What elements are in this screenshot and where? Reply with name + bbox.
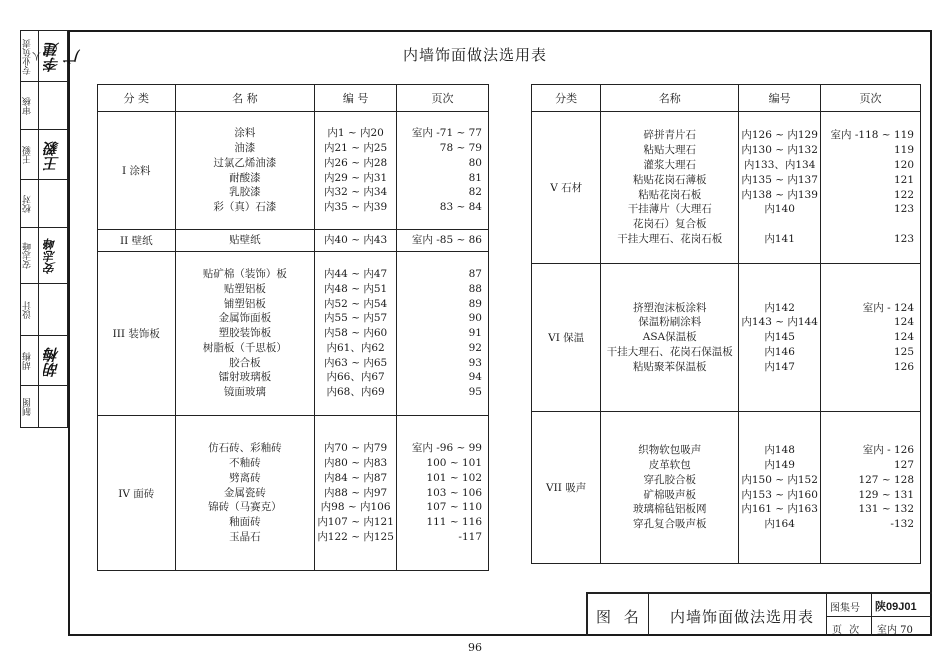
page-cell-line: 81 xyxy=(468,171,482,184)
page-cell-line: 124 xyxy=(893,316,914,329)
code-cell-line: 内61、内62 xyxy=(326,341,385,354)
page-cell-line: 127 xyxy=(893,458,914,471)
code-cell-line: 内150 ~ 内152 xyxy=(741,473,818,486)
name-cell-line: 金属瓷砖 xyxy=(223,486,266,499)
name-cell-line: 树脂板（千思板） xyxy=(202,341,287,354)
page-cell-line: 89 xyxy=(468,297,482,310)
page-cell xyxy=(821,264,921,412)
title-block xyxy=(586,592,932,636)
code-cell-line: 内68、内69 xyxy=(326,386,385,399)
page-cell-line: -132 xyxy=(890,518,914,531)
category-cell: I 涂料 xyxy=(98,112,176,230)
page-cell-line: 123 xyxy=(893,232,914,245)
signoff-signature: 王毅 xyxy=(43,141,61,171)
name-cell-line: 塑胶装饰板 xyxy=(218,327,272,340)
signoff-signature: 胡梅 xyxy=(43,347,61,377)
page-cell-line: 101 ~ 102 xyxy=(426,471,482,484)
code-cell-line: 内1 ~ 内20 xyxy=(327,127,384,140)
signoff-row xyxy=(21,335,67,386)
name-cell-line: 镜面玻璃 xyxy=(223,386,266,399)
code-cell-line: 内148 xyxy=(764,444,795,457)
name-cell-line: ASA保温板 xyxy=(642,331,697,344)
code-cell-line: 内126 ~ 内129 xyxy=(741,129,818,142)
category-group-row xyxy=(532,112,921,264)
page-title: 内墙饰面做法选用表 xyxy=(402,46,547,64)
signoff-signature: 安志峰 xyxy=(43,238,57,274)
header-name: 名 称 xyxy=(175,85,315,112)
header-name: 名称 xyxy=(601,85,739,112)
signoff-row xyxy=(21,283,67,336)
page-cell-line: 80 xyxy=(468,156,482,169)
name-cell-line: 玉晶石 xyxy=(229,530,261,543)
page-cell-line: 119 xyxy=(893,144,914,157)
signoff-signature: 李建广 xyxy=(43,42,82,72)
code-cell-line xyxy=(739,217,820,232)
name-cell-line: 不釉砖 xyxy=(229,457,261,469)
name-cell-line: 粘贴聚苯保温板 xyxy=(632,360,707,373)
left-selection-table xyxy=(97,84,489,571)
signoff-strip xyxy=(20,30,82,428)
name-cell-line: 干挂大理石、花岗石保温板 xyxy=(606,345,733,358)
code-cell-line: 内84 ~ 内87 xyxy=(324,471,388,484)
name-cell-line: 粘贴大理石 xyxy=(643,144,696,157)
category-cell: V 石材 xyxy=(532,112,601,264)
code-cell-line: 内135 ~ 内137 xyxy=(741,173,818,186)
name-cell-line: 彩（真）石漆 xyxy=(213,201,277,214)
code-cell-line: 内88 ~ 内97 xyxy=(324,486,388,499)
category-cell: VI 保温 xyxy=(532,264,601,412)
page-cell-line: 室内 -71 ~ 77 xyxy=(411,127,482,140)
name-cell-line: 灌浆大理石 xyxy=(643,158,696,171)
category-cell: IV 面砖 xyxy=(98,416,176,571)
page-cell-line: 123 xyxy=(893,203,914,216)
signoff-row xyxy=(21,129,67,180)
signoff-row xyxy=(21,179,67,228)
name-cell-line: 镭射玻璃板 xyxy=(218,371,272,384)
name-cell xyxy=(601,112,739,264)
name-cell-line: 乳胶漆 xyxy=(229,186,261,199)
page-cell-line: 室内 -118 ~ 119 xyxy=(830,129,914,142)
code-cell-line: 内130 ~ 内132 xyxy=(741,144,818,157)
category-group-row xyxy=(98,112,489,230)
title-block-label: 图 名 xyxy=(596,608,643,626)
page-cell xyxy=(821,412,921,564)
code-cell-line: 内66、内67 xyxy=(326,371,385,384)
page-cell-line: 83 ~ 84 xyxy=(439,201,482,214)
page-label: 页 次 xyxy=(832,625,862,636)
code-cell-line: 内161 ~ 内163 xyxy=(741,503,818,516)
code-cell-line: 内142 xyxy=(764,301,795,314)
tb-divider xyxy=(826,616,932,617)
code-cell-line: 内164 xyxy=(764,518,795,531)
page-cell-line: 100 ~ 101 xyxy=(426,457,482,469)
page-cell-line: 94 xyxy=(468,371,482,384)
code-cell-line: 内26 ~ 内28 xyxy=(324,156,388,169)
name-cell-line: 穿孔复合吸声板 xyxy=(632,518,707,531)
name-cell-line: 干挂薄片（大理石 xyxy=(627,203,712,216)
name-cell-line: 粘贴花岗石板 xyxy=(638,188,702,201)
signoff-label: 校对 xyxy=(23,195,33,213)
category-cell: III 装饰板 xyxy=(98,252,176,416)
page-cell-line: 室内 -96 ~ 99 xyxy=(411,442,482,455)
code-cell-line: 内48 ~ 内51 xyxy=(324,282,388,295)
header-category: 分 类 xyxy=(98,85,176,112)
name-cell-line: 贴矿棉（装饰）板 xyxy=(202,267,287,280)
signoff-label: 制图 xyxy=(23,398,33,416)
page-cell-line: 127 ~ 128 xyxy=(858,473,914,486)
name-cell-line: 过氯乙烯油漆 xyxy=(213,156,277,169)
tb-divider xyxy=(871,594,872,636)
code-cell-line: 内153 ~ 内160 xyxy=(741,488,818,501)
code-cell-line: 内140 xyxy=(764,203,795,216)
page-cell-line: -117 xyxy=(458,530,482,543)
code-cell-line: 内58 ~ 内60 xyxy=(324,327,388,340)
page-cell-line: 室内 - 124 xyxy=(862,301,914,314)
code-cell-line: 内147 xyxy=(764,360,795,373)
category-group-row xyxy=(98,416,489,571)
category-group-row xyxy=(532,264,921,412)
code-cell xyxy=(739,264,821,412)
code-cell-line: 内141 xyxy=(764,232,795,245)
page-cell-line: 125 xyxy=(893,345,914,358)
signoff-label: 胡梅 xyxy=(23,352,33,370)
header-code: 编号 xyxy=(739,85,821,112)
code-cell xyxy=(315,230,397,252)
page-cell-line: 室内 - 126 xyxy=(862,444,914,457)
name-cell xyxy=(601,412,739,564)
page-cell-line: 122 xyxy=(893,188,914,201)
name-cell xyxy=(175,230,315,252)
page-cell-line: 91 xyxy=(468,327,482,340)
name-cell-line: 贴塑铝板 xyxy=(223,282,266,295)
name-cell-line: 碎拼青片石 xyxy=(643,129,696,142)
name-cell xyxy=(175,112,315,230)
page-cell-line: 室内 -85 ~ 86 xyxy=(411,234,482,247)
code-cell-line: 内122 ~ 内125 xyxy=(317,530,394,543)
category-cell: II 壁纸 xyxy=(98,230,176,252)
name-cell-line: 矿棉吸声板 xyxy=(643,488,696,501)
name-cell-line: 玻璃棉毡铝板网 xyxy=(632,503,707,516)
code-cell-line: 内138 ~ 内139 xyxy=(741,188,818,201)
name-cell-line: 皮革软包 xyxy=(648,458,691,471)
page-cell xyxy=(397,112,489,230)
code-cell-line: 内149 xyxy=(764,458,795,471)
category-group-row xyxy=(98,252,489,416)
signoff-row xyxy=(21,81,67,130)
page-cell-line: 124 xyxy=(893,331,914,344)
page-cell-line: 87 xyxy=(468,267,482,280)
name-cell-line: 涂料 xyxy=(234,127,256,140)
category-group-row xyxy=(532,412,921,564)
code-cell-line: 内32 ~ 内34 xyxy=(324,186,388,199)
tb-divider xyxy=(826,594,827,636)
page-cell-line: 95 xyxy=(468,386,482,399)
category-group-row xyxy=(98,230,489,252)
code-cell-line: 内52 ~ 内54 xyxy=(324,297,388,310)
page-cell xyxy=(397,416,489,571)
atlas-label: 图集号 xyxy=(830,603,860,614)
name-cell-line: 花岗石）复合板 xyxy=(632,218,707,231)
name-cell-line: 粘贴花岗石薄板 xyxy=(632,173,707,186)
code-cell-line: 内80 ~ 内83 xyxy=(324,457,388,469)
page-number: 96 xyxy=(468,641,482,654)
name-cell-line: 金属饰面板 xyxy=(218,312,272,325)
page-cell-line xyxy=(821,217,914,232)
page-cell xyxy=(397,230,489,252)
signoff-label: 审核 xyxy=(23,97,33,115)
name-cell-line: 劈离砖 xyxy=(229,471,261,484)
signoff-row xyxy=(21,227,67,284)
code-cell xyxy=(315,252,397,416)
name-cell-line: 干挂大理石、花岗石板 xyxy=(617,232,723,245)
page-cell-line: 120 xyxy=(893,158,914,171)
title-block-name: 内墙饰面做法选用表 xyxy=(669,608,814,626)
header-page: 页次 xyxy=(821,85,921,112)
header-code: 编 号 xyxy=(315,85,397,112)
page-cell-line: 90 xyxy=(468,312,482,325)
code-cell-line: 内44 ~ 内47 xyxy=(324,267,388,280)
page-value: 室内 70 xyxy=(877,625,913,636)
signoff-row xyxy=(21,385,67,428)
code-cell-line: 内107 ~ 内121 xyxy=(317,516,394,529)
page-cell-line: 129 ~ 131 xyxy=(858,488,914,501)
page-cell-line: 78 ~ 79 xyxy=(439,141,482,154)
name-cell-line: 釉面砖 xyxy=(229,516,261,529)
signoff-label: 专业负责人 xyxy=(23,39,43,75)
code-cell xyxy=(315,112,397,230)
atlas-value: 陕09J01 xyxy=(875,601,917,613)
name-cell-line: 油漆 xyxy=(234,141,256,154)
page-cell-line: 131 ~ 132 xyxy=(858,503,914,516)
code-cell-line: 内133、内134 xyxy=(743,158,816,171)
name-cell xyxy=(175,416,315,571)
code-cell-line: 内21 ~ 内25 xyxy=(324,141,388,154)
signoff-label: 安志峰 xyxy=(23,242,33,270)
header-category: 分类 xyxy=(532,85,601,112)
name-cell xyxy=(601,264,739,412)
tb-divider xyxy=(648,594,649,636)
right-selection-table xyxy=(531,84,921,564)
code-cell-line: 内98 ~ 内106 xyxy=(320,501,391,514)
code-cell-line: 内143 ~ 内144 xyxy=(741,316,818,329)
code-cell-line: 内35 ~ 内39 xyxy=(324,201,388,214)
page-cell-line: 92 xyxy=(468,341,482,354)
code-cell-line: 内70 ~ 内79 xyxy=(324,442,388,455)
code-cell-line: 内146 xyxy=(764,345,795,358)
code-cell xyxy=(315,416,397,571)
page-cell-line: 121 xyxy=(893,173,914,186)
signoff-label: 设计 xyxy=(23,301,33,319)
code-cell-line: 内145 xyxy=(764,331,795,344)
code-cell xyxy=(739,412,821,564)
page-cell-line: 107 ~ 110 xyxy=(426,501,482,514)
name-cell-line: 仿石砖、彩釉砖 xyxy=(208,442,282,455)
name-cell-line: 贴壁纸 xyxy=(229,234,261,247)
name-cell-line: 铺塑铝板 xyxy=(223,297,266,310)
page-cell xyxy=(397,252,489,416)
name-cell-line: 锦砖（马赛克） xyxy=(208,501,282,514)
name-cell-line: 胶合板 xyxy=(229,356,261,369)
code-cell xyxy=(739,112,821,264)
name-cell-line: 穿孔胶合板 xyxy=(643,473,696,486)
category-cell: VII 吸声 xyxy=(532,412,601,564)
page-cell-line: 103 ~ 106 xyxy=(426,486,482,499)
page-cell-line: 126 xyxy=(893,360,914,373)
page-cell-line: 82 xyxy=(468,186,482,199)
name-cell-line: 保温粉刷涂料 xyxy=(638,316,702,329)
name-cell-line: 挤塑泡沫板涂料 xyxy=(632,301,707,314)
signoff-label: 王毅 xyxy=(23,146,33,164)
page-cell-line: 111 ~ 116 xyxy=(426,516,482,529)
code-cell-line: 内63 ~ 内65 xyxy=(324,356,388,369)
name-cell xyxy=(175,252,315,416)
name-cell-line: 耐酸漆 xyxy=(229,171,261,184)
name-cell-line: 织物软包吸声 xyxy=(638,444,702,457)
page-cell-line: 88 xyxy=(468,282,482,295)
code-cell-line: 内55 ~ 内57 xyxy=(324,312,388,325)
code-cell-line: 内29 ~ 内31 xyxy=(324,171,388,184)
page-cell-line: 93 xyxy=(468,356,482,369)
header-page: 页次 xyxy=(397,85,489,112)
code-cell-line: 内40 ~ 内43 xyxy=(324,234,388,247)
page-cell xyxy=(821,112,921,264)
